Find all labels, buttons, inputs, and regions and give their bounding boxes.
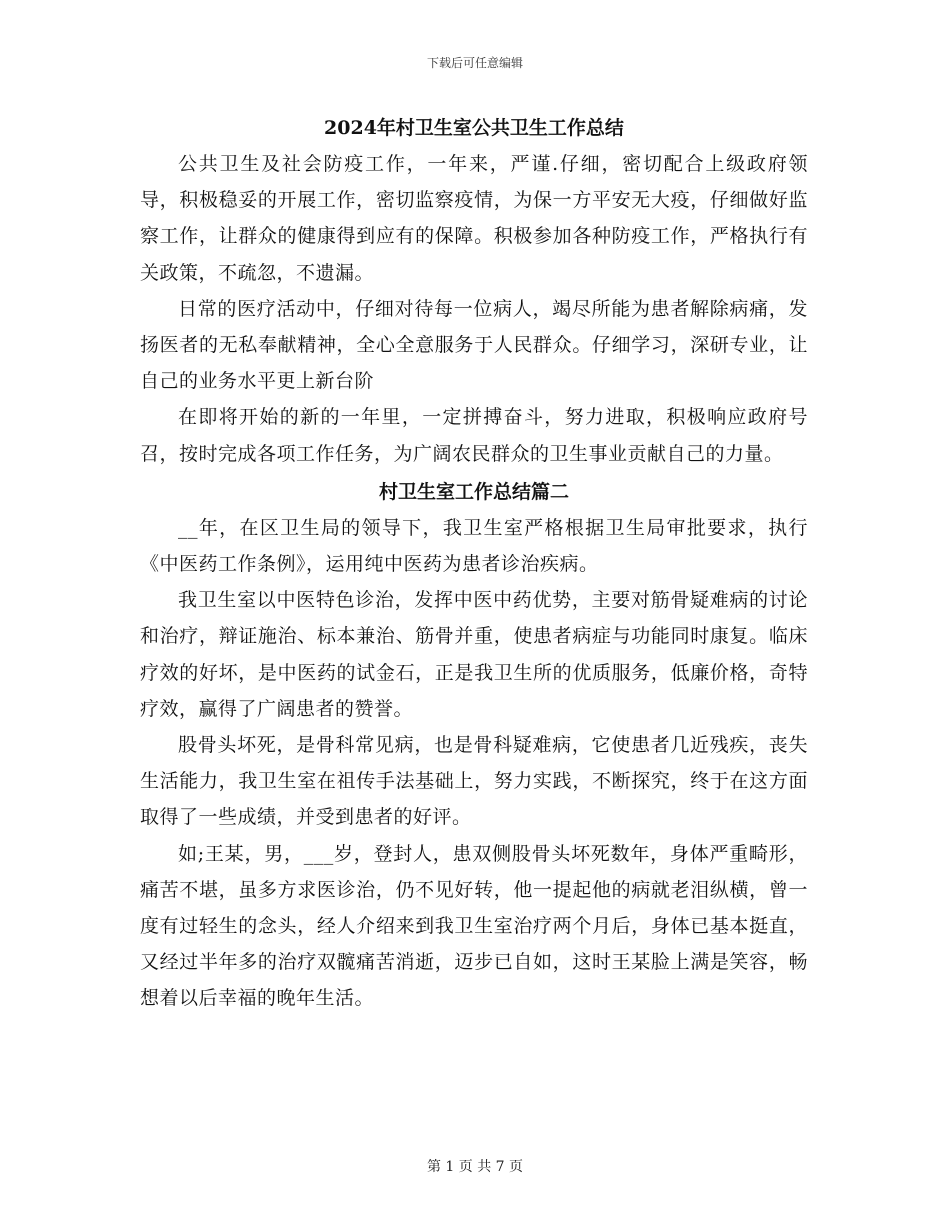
page-header: 下载后可任意编辑 — [426, 56, 523, 70]
section-title: 村卫生室工作总结篇二 — [378, 480, 569, 503]
paragraph: 日常的医疗活动中，仔细对待每一位病人，竭尽所能为患者解除病痛，发扬医者的无私奉献精神，全心全意服务于人民群众。仔细学习，深研专业，让自己的业务水平更上新台阶 — [140, 297, 808, 393]
paragraph: 公共卫生及社会防疫工作，一年来，严谨.仔细，密切配合上级政府领导，积极稳妥的开展工作，密切监察疫情，为保一方平安无大疫，仔细做好监察工作，让群众的健康得到应有的保障。积极参加各种防疫工作，严格执行有关政策，不疏忽，不遗漏。 — [140, 153, 808, 284]
page-footer: 第 1 页 共 7 页 — [426, 1159, 524, 1175]
paragraph: 我卫生室以中医特色诊治，发挥中医中药优势，主要对筋骨疑难病的讨论和治疗，辩证施治、标本兼治、筋骨并重，使患者病症与功能同时康复。临床疗效的好坏，是中医药的试金石，正是我卫生所的优质服务，低廉价格，奇特疗效，赢得了广阔患者的赞誉。 — [140, 589, 808, 720]
paragraph: 股骨头坏死，是骨科常见病，也是骨科疑难病，它使患者几近残疾，丧失生活能力，我卫生室在祖传手法基础上，努力实践，不断探究，终于在这方面取得了一些成绩，并受到患者的好评。 — [140, 734, 808, 829]
document-title: 2024年村卫生室公共卫生工作总结 — [324, 117, 624, 139]
paragraph: __年，在区卫生局的领导下，我卫生室严格根据卫生局审批要求，执行《中医药工作条例》，运用纯中医药为患者诊治疾病。 — [140, 516, 808, 576]
paragraph: 在即将开始的新的一年里，一定拼搏奋斗，努力进取，积极响应政府号召，按时完成各项工作任务，为广阔农民群众的卫生事业贡献自己的力量。 — [140, 406, 808, 465]
paragraph: 如;王某，男，___岁，登封人，患双侧股骨头坏死数年，身体严重畸形，痛苦不堪，虽多方求医诊治，仍不见好转，他一提起他的病就老泪纵横，曾一度有过轻生的念头，经人介绍来到我卫生室治疗两个月后，身体已基本挺直，又经过半年多的治疗双髋痛苦消逝，迈步已自如，这时王某脸上满是笑容，畅想着以后幸福的晚年生活。 — [140, 842, 808, 1010]
section-2 — [140, 472, 808, 1017]
document-body — [140, 110, 808, 1017]
section-1 — [140, 146, 808, 472]
